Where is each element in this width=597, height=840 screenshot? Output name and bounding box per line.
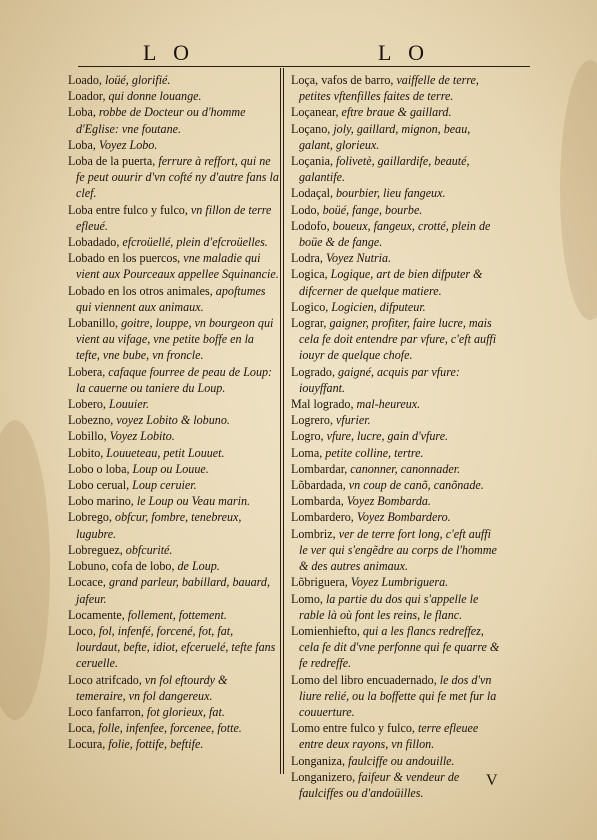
entry-translation: de Loup. xyxy=(177,559,220,574)
entry-translation: Loup ou Louue. xyxy=(132,461,209,476)
dictionary-entry xyxy=(291,72,501,104)
entry-translation: loüé, glorifié. xyxy=(104,73,171,87)
header-right: L O xyxy=(378,40,431,65)
dictionary-entry xyxy=(68,574,280,606)
entry-translation: grand parleur, babillard, bauard, jafeur. xyxy=(76,575,270,606)
entry-headword: Loçanear, xyxy=(291,105,342,120)
entry-headword: Lombriz, xyxy=(291,526,339,541)
entry-headword: Lomo del libro encuadernado, xyxy=(291,672,440,687)
dictionary-entry xyxy=(291,623,501,672)
dictionary-entry xyxy=(68,428,280,444)
entry-translation: eftre braue & gaillard. xyxy=(341,105,452,120)
dictionary-entry xyxy=(68,736,280,752)
entry-headword: Lombardero, xyxy=(291,510,357,525)
entry-headword: Lobanillo, xyxy=(68,316,122,331)
dictionary-entry xyxy=(291,104,501,120)
entry-translation: gaigner, profiter, faire lucre, mais cela fe doit entendre par vfure, c'eft auffi iouyr de quelque chofe. xyxy=(299,316,497,363)
entry-headword: Loçania, xyxy=(291,154,336,169)
entry-translation: goitre, louppe, vn bourgeon qui vient au vifage, vne petite boffe en la tefte, vne bube, vn froncle. xyxy=(76,316,274,363)
entry-headword: Lobuno, cofa de lobo, xyxy=(68,559,178,574)
entry-translation: boüé, fange, bourbe. xyxy=(322,202,423,217)
dictionary-entry xyxy=(68,477,280,493)
running-header xyxy=(78,40,530,66)
entry-headword: Lombardar, xyxy=(291,461,351,476)
entry-translation: vn fillon de terre efleué. xyxy=(76,202,272,233)
entry-headword: Locamente, xyxy=(68,607,128,622)
entry-headword: Lõbardada, xyxy=(291,478,349,493)
entry-translation: canonner, canonnader. xyxy=(350,461,461,476)
dictionary-entry xyxy=(68,396,280,412)
entry-translation: Logicien, difputeur. xyxy=(331,299,426,314)
dictionary-entry xyxy=(68,704,280,720)
dictionary-entry xyxy=(68,461,280,477)
entry-headword: Loba de la puerta, xyxy=(68,154,159,169)
entry-headword: Lomienhiefto, xyxy=(291,623,363,638)
entry-headword: Loça, vafos de barro, xyxy=(291,73,397,87)
dictionary-entry xyxy=(291,672,501,721)
entry-headword: Lodo, xyxy=(291,202,323,217)
entry-translation: mal-heureux. xyxy=(356,397,421,412)
dictionary-entry xyxy=(291,720,501,752)
entry-translation: bourbier, lieu fangeux. xyxy=(336,186,446,201)
entry-translation: faulciffe ou andouille. xyxy=(348,753,455,768)
dictionary-entry xyxy=(68,509,280,541)
entry-headword: Lobado en los otros animales, xyxy=(68,283,216,298)
entry-translation: vn coup de canõ, canõnade. xyxy=(348,478,484,493)
entry-translation: Logique, art de bien difputer & difcerner de quelque matiere. xyxy=(299,267,483,298)
paper-stain xyxy=(0,420,50,720)
dictionary-entry xyxy=(291,769,501,801)
entry-translation: fol, infenfé, forcené, fot, fat, lourdaut, befte, idiot, efceruelé, tefte fans ceruelle. xyxy=(76,623,276,671)
entry-translation: voyez Lobito & lobuno. xyxy=(116,413,230,428)
entry-headword: Lomo, xyxy=(291,591,326,606)
entry-translation: le Loup ou Veau marin. xyxy=(136,494,251,509)
entry-translation: Voyez Lobo. xyxy=(98,137,158,152)
entry-headword: Lobito, xyxy=(68,445,107,460)
dictionary-entry xyxy=(68,542,280,558)
dictionary-entry xyxy=(291,250,501,266)
entry-translation: gaigné, acquis par vfure: iouyffant. xyxy=(299,364,460,395)
signature-mark: V xyxy=(486,772,498,789)
dictionary-entry xyxy=(291,266,501,298)
entry-translation: vaiffelle de terre, petites vftenfilles faites de terre. xyxy=(299,73,479,104)
entry-translation: Voyez Bombarda. xyxy=(346,494,431,509)
entry-translation: qui donne louange. xyxy=(108,89,202,104)
dictionary-entry xyxy=(291,445,501,461)
entry-headword: Longanizero, xyxy=(291,769,359,784)
dictionary-entry xyxy=(291,153,501,185)
dictionary-entry xyxy=(291,121,501,153)
entry-headword: Longaniza, xyxy=(291,753,349,768)
entry-translation: efcroüellé, plein d'efcroüelles. xyxy=(122,235,268,250)
entry-translation: Voyez Lumbriguera. xyxy=(350,575,449,590)
dictionary-entry xyxy=(291,477,501,493)
entry-headword: Lõbriguera, xyxy=(291,575,351,590)
entry-headword: Lombarda, xyxy=(291,494,347,509)
dictionary-entry xyxy=(291,428,501,444)
entry-translation: vne maladie qui vient aux Pourceaux appellee Squinancie. xyxy=(76,251,279,282)
entry-headword: Locura, xyxy=(68,737,109,752)
entry-headword: Loado, xyxy=(68,73,105,87)
entry-translation: joly, gaillard, mignon, beau, galant, glorieux. xyxy=(299,121,471,152)
dictionary-entry xyxy=(291,218,501,250)
entry-translation: fot glorieux, fat. xyxy=(146,704,225,719)
entry-translation: Louuier. xyxy=(108,397,149,412)
entry-translation: qui a les flancs redreffez, cela fe dit d'vne perfonne qui fe quarre & fe redreffe. xyxy=(299,623,500,671)
dictionary-entry xyxy=(291,185,501,201)
entry-headword: Loador, xyxy=(68,89,109,104)
dictionary-entry xyxy=(68,315,280,364)
entry-headword: Locace, xyxy=(68,575,109,590)
entry-headword: Lodofo, xyxy=(291,218,333,233)
entry-translation: obfcur, fombre, tenebreux, lugubre. xyxy=(76,510,242,541)
entry-headword: Logico, xyxy=(291,299,332,314)
entry-headword: Loco, xyxy=(68,623,99,638)
entry-headword: Lodra, xyxy=(291,251,326,266)
entry-headword: Lobado en los puercos, xyxy=(68,251,184,266)
entry-translation: obfcurité. xyxy=(125,542,173,557)
entry-translation: follement, fottement. xyxy=(127,607,227,622)
dictionary-entry xyxy=(291,526,501,575)
header-left: L O xyxy=(143,40,196,65)
entry-translation: vn fol eftourdy & temeraire, vn fol dangereux. xyxy=(76,672,228,703)
dictionary-entry xyxy=(291,299,501,315)
entry-headword: Loco atrifcado, xyxy=(68,672,145,687)
left-column xyxy=(68,72,280,753)
column-divider xyxy=(280,68,281,774)
dictionary-entry xyxy=(291,591,501,623)
entry-translation: vfurier. xyxy=(336,413,371,428)
entry-translation: Voyez Bombardero. xyxy=(356,510,451,525)
dictionary-entry xyxy=(68,137,280,153)
entry-translation: folle, infenfee, forcenee, fotte. xyxy=(98,721,242,736)
entry-headword: Logica, xyxy=(291,267,331,282)
entry-headword: Lobo cerual, xyxy=(68,478,133,493)
dictionary-entry xyxy=(68,202,280,234)
entry-headword: Logrado, xyxy=(291,364,339,379)
entry-headword: Lobadado, xyxy=(68,235,123,250)
dictionary-entry xyxy=(68,364,280,396)
dictionary-entry xyxy=(68,283,280,315)
entry-translation: apoftumes qui viennent aux animaux. xyxy=(76,283,266,314)
dictionary-entry xyxy=(291,753,501,769)
entry-headword: Loma, xyxy=(291,445,326,460)
entry-headword: Lobo marino, xyxy=(68,494,137,509)
entry-translation: faifeur & vendeur de faulciffes ou d'andoüilles. xyxy=(299,769,460,800)
dictionary-entry xyxy=(291,412,501,428)
entry-translation: Louueteau, petit Louuet. xyxy=(106,445,225,460)
entry-translation: terre efleuee entre deux rayons, vn fillon. xyxy=(299,721,479,752)
entry-headword: Loba entre fulco y fulco, xyxy=(68,202,191,217)
entry-translation: folie, fottife, beftife. xyxy=(108,737,204,752)
dictionary-entry xyxy=(291,574,501,590)
entry-headword: Lobreguez, xyxy=(68,542,126,557)
entry-headword: Lobo o loba, xyxy=(68,461,133,476)
entry-translation: robbe de Docteur ou d'homme d'Eglise: vne foutane. xyxy=(76,105,246,136)
entry-headword: Lobera, xyxy=(68,364,109,379)
entry-headword: Loba, xyxy=(68,105,99,120)
entry-headword: Lomo entre fulco y fulco, xyxy=(291,721,418,736)
entry-headword: Lobrego, xyxy=(68,510,116,525)
dictionary-entry xyxy=(68,493,280,509)
entry-headword: Logro, xyxy=(291,429,327,444)
dictionary-entry xyxy=(68,672,280,704)
entry-translation: ferrure à reffort, qui ne fe peut ouurir d'vn cofté ny d'autre fans la clef. xyxy=(76,154,279,201)
dictionary-entry xyxy=(68,234,280,250)
dictionary-entry xyxy=(291,364,501,396)
dictionary-entry xyxy=(291,202,501,218)
entry-headword: Loco fanfarron, xyxy=(68,704,147,719)
dictionary-entry xyxy=(68,250,280,282)
dictionary-entry xyxy=(68,72,280,88)
column-divider xyxy=(283,68,284,774)
entry-translation: folivetè, gaillardife, beauté, galantife. xyxy=(299,154,470,185)
dictionary-entry xyxy=(291,461,501,477)
dictionary-entry xyxy=(291,396,501,412)
entry-translation: ver de terre fort long, c'eft auffi le ver qui s'engẽdre au corps de l'homme & des autres animaux. xyxy=(299,526,497,574)
entry-headword: Loba, xyxy=(68,137,99,152)
paper-stain xyxy=(560,60,597,320)
entry-translation: Voyez Lobito. xyxy=(109,429,175,444)
entry-headword: Mal logrado, xyxy=(291,397,357,412)
entry-translation: la partie du dos qui s'appelle le rable là où font les reins, le flanc. xyxy=(299,591,479,622)
dictionary-entry xyxy=(68,445,280,461)
entry-headword: Loca, xyxy=(68,721,99,736)
entry-headword: Lobero, xyxy=(68,397,109,412)
entry-translation: Voyez Nutria. xyxy=(325,251,392,266)
entry-headword: Loçano, xyxy=(291,121,334,136)
entry-translation: cafaque fourree de peau de Loup: la cauerne ou taniere du Loup. xyxy=(76,364,273,395)
dictionary-entry xyxy=(68,558,280,574)
dictionary-entry xyxy=(291,493,501,509)
dictionary-entry xyxy=(68,720,280,736)
entry-headword: Lograr, xyxy=(291,316,330,331)
dictionary-entry xyxy=(291,509,501,525)
dictionary-entry xyxy=(291,315,501,364)
entry-translation: petite colline, tertre. xyxy=(325,445,424,460)
entry-translation: vfure, lucre, gain d'vfure. xyxy=(326,429,449,444)
entry-headword: Lodaçal, xyxy=(291,186,336,201)
entry-headword: Logrero, xyxy=(291,413,336,428)
dictionary-entry xyxy=(68,88,280,104)
entry-translation: boueux, fangeux, crotté, plein de boüe & de fange. xyxy=(299,218,491,250)
entry-translation: Loup ceruier. xyxy=(132,478,197,493)
dictionary-entry xyxy=(68,607,280,623)
entry-headword: Lobezno, xyxy=(68,413,117,428)
right-column xyxy=(291,72,501,801)
entry-headword: Lobillo, xyxy=(68,429,110,444)
dictionary-entry xyxy=(68,153,280,202)
header-rule xyxy=(78,66,530,67)
dictionary-entry xyxy=(68,104,280,136)
dictionary-entry xyxy=(68,412,280,428)
entry-translation: le dos d'vn liure relié, ou la boffette qui fe met fur la couuerture. xyxy=(299,672,497,719)
dictionary-entry xyxy=(68,623,280,672)
